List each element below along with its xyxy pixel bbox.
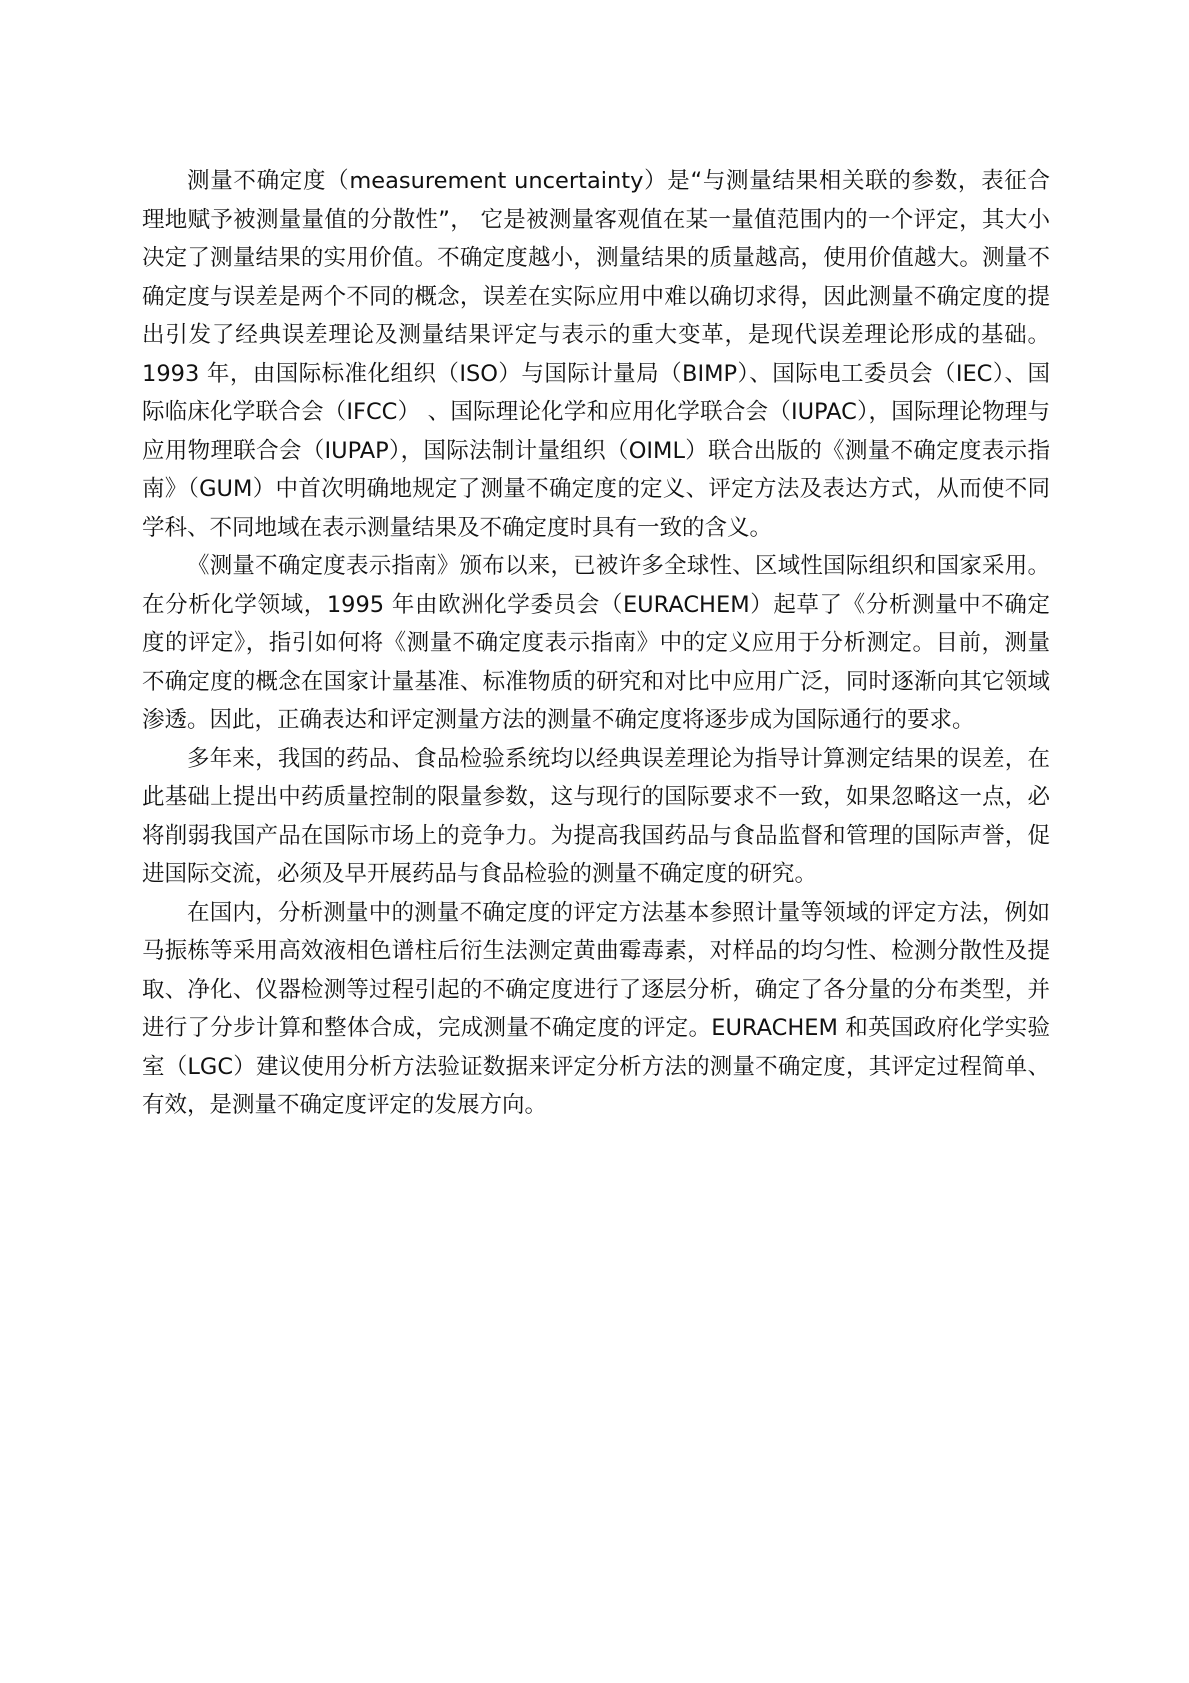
paragraph: 《测量不确定度表示指南》颁布以来，已被许多全球性、区域性国际组织和国家采用。在分析化学领域，1995 年由欧洲化学委员会（EURACHEM）起草了《分析测量中不确定度的评定》，指引如何将《测量不确定度表示指南》中的定义应用于分析测定。目前，测量不确定度的概念在国家计量基准、标准物质的研究和对比中应用广泛，同时逐渐向其它领域渗透。因此，正确表达和评定测量方法的测量不确定度将逐步成为国际通行的要求。 <box>142 553 1050 733</box>
paragraph: 多年来，我国的药品、食品检验系统均以经典误差理论为指导计算测定结果的误差，在此基础上提出中药质量控制的限量参数，这与现行的国际要求不一致，如果忽略这一点，必将削弱我国产品在国际市场上的竞争力。为提高我国药品与食品监督和管理的国际声誉，促进国际交流，必须及早开展药品与食品检验的测量不确定度的研究。 <box>142 745 1050 887</box>
paragraph: 在国内，分析测量中的测量不确定度的评定方法基本参照计量等领域的评定方法，例如马振栋等采用高效液相色谱柱后衍生法测定黄曲霉毒素，对样品的均匀性、检测分散性及提取、净化、仪器检测等过程引起的不确定度进行了逐层分析，确定了各分量的分布类型，并进行了分步计算和整体合成，完成测量不确定度的评定。EURACHEM 和英国政府化学实验室（LGC）建议使用分析方法验证数据来评定分析方法的测量不确定度，其评定过程简单、有效，是测量不确定度评定的发展方向。 <box>142 899 1050 1118</box>
document-body <box>142 162 1050 1125</box>
paragraph: 测量不确定度（measurement uncertainty）是“与测量结果相关联的参数，表征合理地赋予被测量量值的分散性”， 它是被测量客观值在某一量值范围内的一个评定，其大小决定了测量结果的实用价值。不确定度越小，测量结果的质量越高，使用价值越大。测量不确定度与误差是两个不同的概念，误差在实际应用中难以确切求得，因此测量不确定度的提出引发了经典误差理论及测量结果评定与表示的重大变革，是现代误差理论形成的基础。1993 年，由国际标准化组织（ISO）与国际计量局（BIMP）、国际电工委员会（IEC）、国际临床化学联合会（IFCC） 、国际理论化学和应用化学联合会（IUPAC），国际理论物理与应用物理联合会（IUPAP），国际法制计量组织（OIML）联合出版的《测量不确定度表示指南》（GUM）中首次明确地规定了测量不确定度的定义、评定方法及表达方式，从而使不同学科、不同地域在表示测量结果及不确定度时具有一致的含义。 <box>142 168 1050 541</box>
